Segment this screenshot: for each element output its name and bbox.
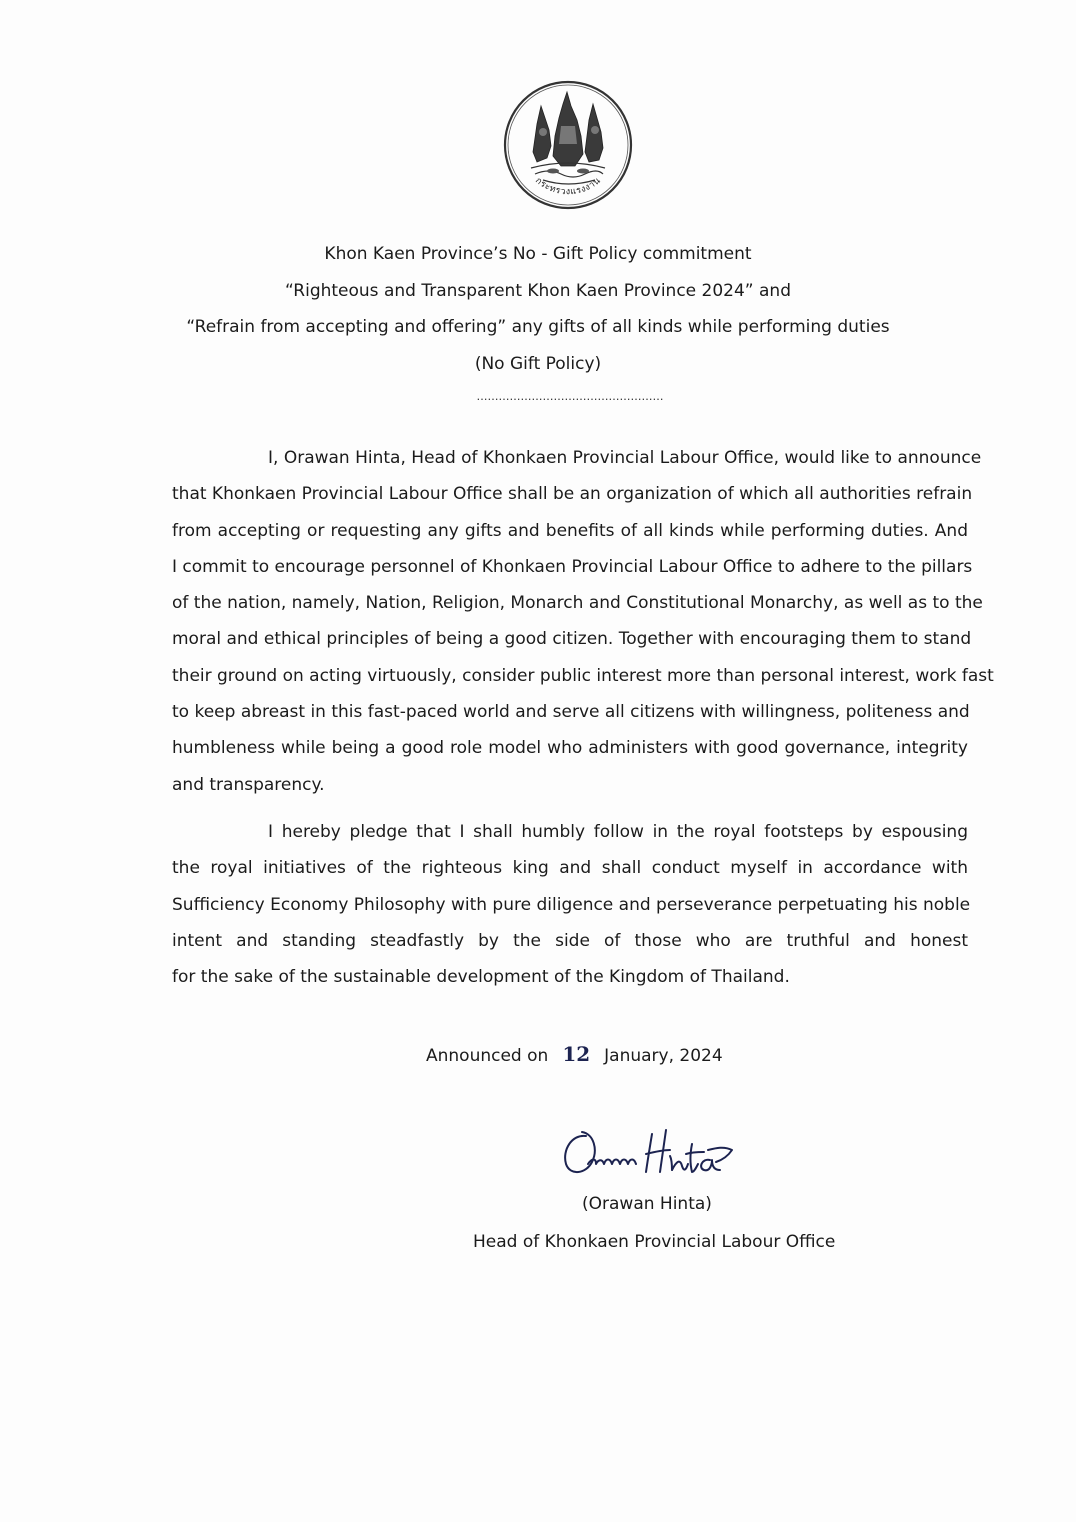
paragraph-line: that Khonkaen Provincial Labour Office shall be an organization of which all authorities refrain [172, 484, 973, 505]
title-line-3: “Refrain from accepting and offering” any gifts of all kinds while performing duties [186, 317, 890, 337]
paragraph-line: I commit to encourage personnel of Khonkaen Provincial Labour Office to adhere to the pillars [172, 556, 973, 577]
announcement-prefix: Announced on [426, 1046, 549, 1066]
announcement-day: 12 [562, 1042, 591, 1066]
body-paragraph-2 [172, 814, 971, 995]
dotted-separator: …………………………………………… [476, 390, 664, 403]
paragraph-line: the royal initiatives of the righteous king and shall conduct myself in accordance with [172, 858, 968, 879]
paragraph-line: humbleness while being a good role model who administers with good governance, integrity [172, 738, 968, 759]
paragraph-line: their ground on acting virtuously, consider public interest more than personal interest, work fast [172, 665, 994, 686]
document-title [150, 236, 926, 382]
paragraph-line: and transparency. [172, 774, 325, 795]
paragraph-line: of the nation, namely, Nation, Religion, Monarch and Constitutional Monarchy, as well as to the [172, 593, 983, 614]
announcement-date [426, 1042, 723, 1066]
announcement-month-year: January, 2024 [604, 1046, 723, 1066]
paragraph-line: moral and ethical principles of being a good citizen. Together with encouraging them to stand [172, 629, 972, 650]
signatory-name: (Orawan Hinta) [582, 1194, 712, 1214]
signatory-title: Head of Khonkaen Provincial Labour Office [473, 1232, 836, 1252]
paragraph-line: I, Orawan Hinta, Head of Khonkaen Provincial Labour Office, would like to announce [268, 448, 982, 468]
title-line-1: Khon Kaen Province’s No - Gift Policy commitment [324, 244, 752, 264]
title-line-2: “Righteous and Transparent Khon Kaen Province 2024” and [285, 280, 791, 301]
title-line-4: (No Gift Policy) [474, 353, 602, 374]
paragraph-line: I hereby pledge that I shall humbly follow in the royal footsteps by espousing [268, 822, 968, 842]
paragraph-line: to keep abreast in this fast-paced world and serve all citizens with willingness, politeness and [172, 702, 970, 723]
ministry-of-labour-seal-icon [501, 78, 635, 212]
body-paragraph-1 [172, 440, 994, 803]
svg-text:กระทรวงแรงงาน [533, 176, 603, 197]
paragraph-line: from accepting or requesting any gifts and benefits of all kinds while performing duties. And [172, 520, 968, 541]
handwritten-signature [558, 1120, 738, 1186]
seal-caption: กระทรวงแรงงาน [533, 175, 603, 198]
paragraph-line: for the sake of the sustainable development of the Kingdom of Thailand. [172, 967, 790, 988]
paragraph-line: Sufficiency Economy Philosophy with pure diligence and perseverance perpetuating his noble [172, 894, 971, 915]
paragraph-line: intent and standing steadfastly by the side of those who are truthful and honest [172, 930, 968, 951]
